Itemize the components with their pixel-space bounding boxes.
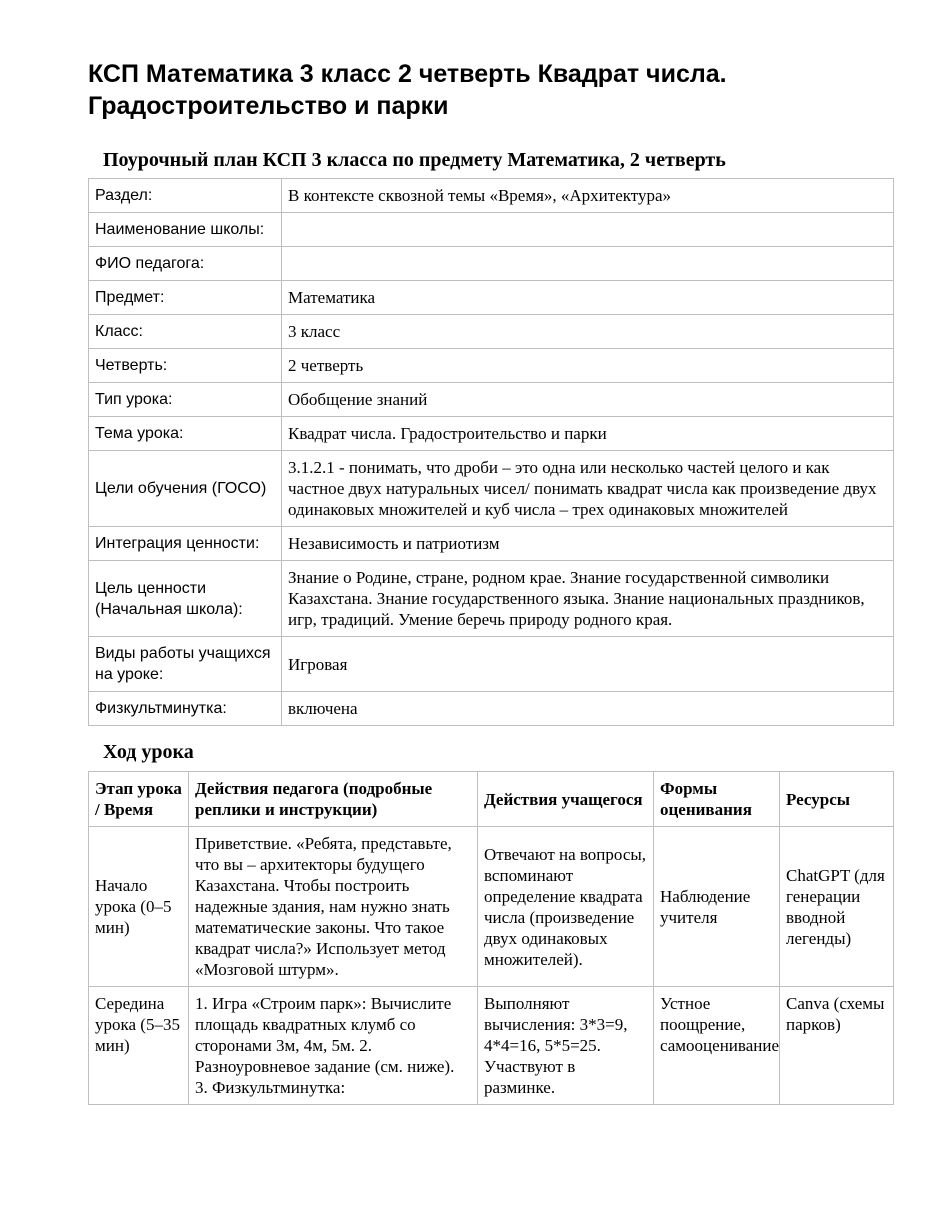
- info-row-subject: [89, 281, 894, 315]
- column-header-assessment: Формы оценивания: [654, 772, 780, 827]
- student-actions-cell: Отвечают на вопросы, вспоминают определение квадрата числа (произведение двух одинаковых множителей).: [478, 827, 654, 987]
- column-header-stage: Этап урока / Время: [89, 772, 189, 827]
- info-row-value-integration: [89, 527, 894, 561]
- info-row-section: [89, 179, 894, 213]
- lesson-plan-table: [88, 771, 894, 1105]
- info-label: Предмет:: [89, 281, 282, 315]
- table-row: [89, 827, 894, 987]
- info-label: Физкультминутка:: [89, 692, 282, 726]
- info-value: 3.1.2.1 - понимать, что дроби – это одна или несколько частей целого и как частное двух натуральных чисел/ понимать квадрат числа как произведение двух одинаковых множителей и куб числа – трех одинаковых множителей: [282, 451, 894, 527]
- info-label: ФИО педагога:: [89, 247, 282, 281]
- lesson-info-table: [88, 178, 894, 726]
- table-row: [89, 987, 894, 1105]
- stage-cell: Начало урока (0–5 мин): [89, 827, 189, 987]
- info-value: В контексте сквозной темы «Время», «Архитектура»: [282, 179, 894, 213]
- info-value: 2 четверть: [282, 349, 894, 383]
- info-label: Четверть:: [89, 349, 282, 383]
- lesson-heading: Ход урока: [103, 741, 194, 763]
- info-value: [282, 247, 894, 281]
- document-title: КСП Математика 3 класс 2 четверть Квадрат числа. Градостроительство и парки: [88, 60, 727, 120]
- lesson-table-header: [89, 772, 894, 827]
- info-value: Квадрат числа. Градостроительство и парки: [282, 417, 894, 451]
- info-row-quarter: [89, 349, 894, 383]
- info-row-work-types: [89, 637, 894, 692]
- info-label: Наименование школы:: [89, 213, 282, 247]
- plan-heading: Поурочный план КСП 3 класса по предмету Математика, 2 четверть: [103, 149, 726, 171]
- info-row-school: [89, 213, 894, 247]
- assessment-cell: Устное поощрение, самооценивание: [654, 987, 780, 1105]
- resources-cell: Canva (схемы парков): [780, 987, 894, 1105]
- info-value: Обобщение знаний: [282, 383, 894, 417]
- resources-cell: ChatGPT (для генерации вводной легенды): [780, 827, 894, 987]
- info-value: Независимость и патриотизм: [282, 527, 894, 561]
- info-value: 3 класс: [282, 315, 894, 349]
- info-row-teacher: [89, 247, 894, 281]
- info-value: Математика: [282, 281, 894, 315]
- info-row-topic: [89, 417, 894, 451]
- student-actions-cell: Выполняют вычисления: 3*3=9, 4*4=16, 5*5=25. Участвуют в разминке.: [478, 987, 654, 1105]
- info-label: Цели обучения (ГОСО): [89, 451, 282, 527]
- assessment-cell: Наблюдение учителя: [654, 827, 780, 987]
- info-row-lesson-type: [89, 383, 894, 417]
- info-value: Знание о Родине, стране, родном крае. Знание государственной символики Казахстана. Знание государственного языка. Знание национальных праздников, игр, традиций. Умение беречь природу родного края.: [282, 561, 894, 637]
- info-value: включена: [282, 692, 894, 726]
- info-label: Класс:: [89, 315, 282, 349]
- info-label: Раздел:: [89, 179, 282, 213]
- info-label: Цель ценности (Начальная школа):: [89, 561, 282, 637]
- info-label: Тип урока:: [89, 383, 282, 417]
- info-row-physical-break: [89, 692, 894, 726]
- stage-cell: Середина урока (5–35 мин): [89, 987, 189, 1105]
- info-label: Виды работы учащихся на уроке:: [89, 637, 282, 692]
- teacher-actions-cell: 1. Игра «Строим парк»: Вычислите площадь квадратных клумб со сторонами 3м, 4м, 5м. 2. Разноуровневое задание (см. ниже). 3. Физкультминутка:: [189, 987, 478, 1105]
- info-label: Тема урока:: [89, 417, 282, 451]
- info-row-learning-goals: [89, 451, 894, 527]
- teacher-actions-cell: Приветствие. «Ребята, представьте, что вы – архитекторы будущего Казахстана. Чтобы построить надежные здания, нам нужно знать математические законы. Что такое квадрат числа?» Использует метод «Мозговой штурм».: [189, 827, 478, 987]
- column-header-student: Действия учащегося: [478, 772, 654, 827]
- info-value: [282, 213, 894, 247]
- info-label: Интеграция ценности:: [89, 527, 282, 561]
- document-page: [88, 58, 893, 1105]
- column-header-resources: Ресурсы: [780, 772, 894, 827]
- info-row-value-goal: [89, 561, 894, 637]
- column-header-teacher: Действия педагога (подробные реплики и инструкции): [189, 772, 478, 827]
- info-row-grade: [89, 315, 894, 349]
- info-value: Игровая: [282, 637, 894, 692]
